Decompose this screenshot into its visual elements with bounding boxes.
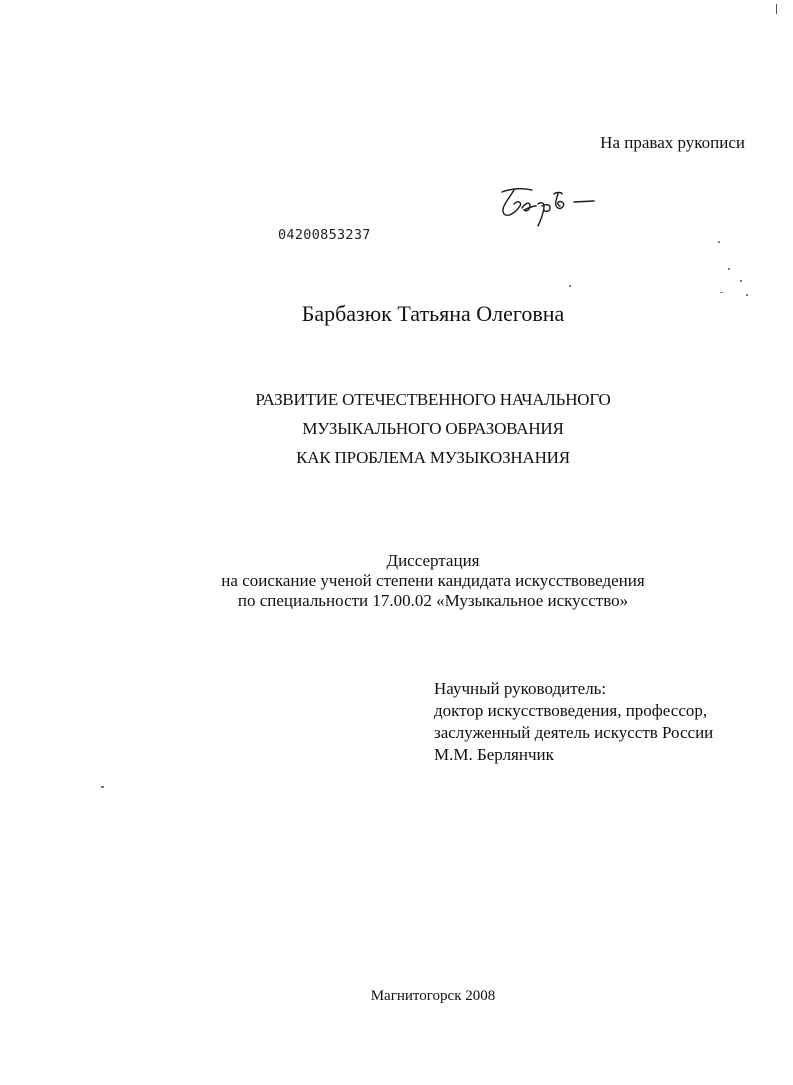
dissertation-title xyxy=(0,385,793,472)
scan-speck xyxy=(718,241,720,243)
advisor-name: М.М. Берлянчик xyxy=(434,745,554,764)
advisor-heading: Научный руководитель: xyxy=(434,679,607,698)
scan-speck xyxy=(728,268,730,270)
barcode-number: 04200853237 xyxy=(278,227,371,243)
advisor-block xyxy=(434,678,713,766)
scan-speck xyxy=(746,294,748,296)
scan-speck xyxy=(776,4,777,14)
dissertation-specialty: по специальности 17.00.02 «Музыкальное искусство» xyxy=(237,591,629,610)
title-line: МУЗЫКАЛЬНОГО ОБРАЗОВАНИЯ xyxy=(302,419,564,438)
title-line: РАЗВИТИЕ ОТЕЧЕСТВЕННОГО НАЧАЛЬНОГО xyxy=(255,390,611,409)
author-name: Барбазюк Татьяна Олеговна xyxy=(301,301,565,326)
dissertation-info xyxy=(0,551,793,611)
advisor-honorary-title: заслуженный деятель искусств России xyxy=(434,723,714,742)
dissertation-degree: на соискание ученой степени кандидата искусствоведения xyxy=(221,571,645,590)
advisor-degree-rank: доктор искусствоведения, профессор, xyxy=(434,701,708,720)
scan-speck xyxy=(720,292,723,293)
rights-note: На правах рукописи xyxy=(600,133,745,152)
title-line: КАК ПРОБЛЕМА МУЗЫКОЗНАНИЯ xyxy=(296,448,570,467)
scan-speck xyxy=(740,280,742,282)
city-year: Магнитогорск 2008 xyxy=(370,988,496,1004)
handwritten-signature-icon xyxy=(494,182,604,230)
scan-speck xyxy=(569,285,571,287)
dissertation-kind: Диссертация xyxy=(386,551,480,570)
scan-speck xyxy=(101,786,104,788)
